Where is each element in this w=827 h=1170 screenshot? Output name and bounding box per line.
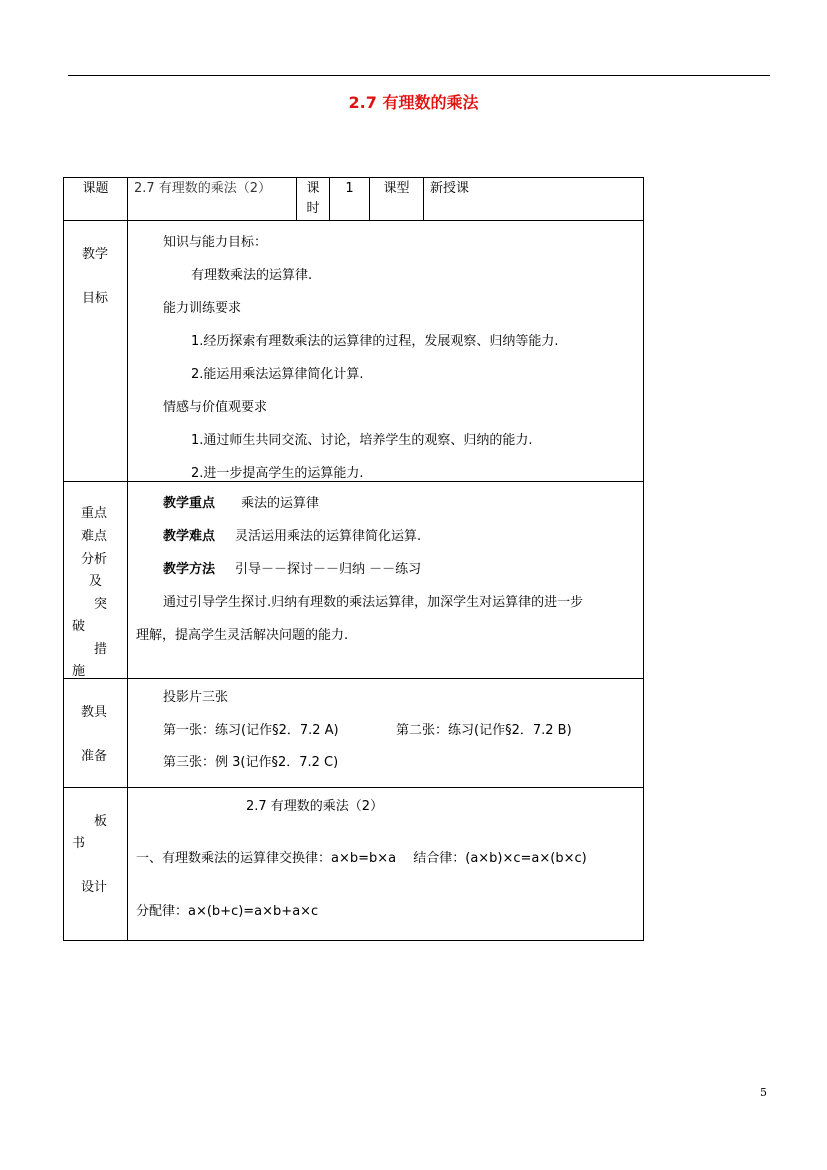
objectives-row: [64, 221, 644, 482]
board-content-cell: [128, 788, 644, 941]
difficulty-label: 教学难点: [163, 529, 216, 544]
tools-line2a: 第一张：练习(记作§2．7.2 A): [163, 723, 339, 738]
objectives-line: 知识与能力目标：: [163, 235, 268, 250]
board-heading: 2.7 有理数的乘法（2）: [246, 799, 384, 814]
objectives-content-cell: [128, 221, 644, 482]
key-points-label-char: 分析: [81, 552, 108, 567]
tools-content-cell: [128, 679, 644, 788]
objectives-label-cell: [64, 221, 128, 482]
lesson-plan-table: [63, 177, 644, 941]
board-row: [64, 788, 644, 941]
focus-text: 乘法的运算律: [241, 496, 320, 511]
key-points-label-char: 及: [89, 574, 103, 589]
page-number: 5: [760, 1086, 767, 1099]
objectives-line: 1.通过师生共同交流、讨论，培养学生的观察、归纳的能力.: [191, 433, 533, 448]
difficulty-text: 灵活运用乘法的运算律简化运算.: [235, 529, 422, 544]
objectives-line: 1.经历探索有理数乘法的运算律的过程，发展观察、归纳等能力.: [191, 334, 559, 349]
key-points-row: [64, 482, 644, 679]
key-points-label-char: 措: [94, 642, 108, 657]
objectives-line: 能力训练要求: [163, 301, 242, 316]
difficulty-line: [163, 525, 421, 544]
board-label-cell: [64, 788, 128, 941]
objectives-label-line2: 目标: [82, 291, 109, 306]
method-line: [163, 558, 421, 577]
tools-line1: 投影片三张: [163, 690, 229, 705]
board-label-line2: 书: [72, 836, 86, 851]
header-row: [64, 178, 644, 221]
key-points-label-char: 突: [94, 597, 108, 612]
method-text: 引导－－探讨－－归纳 －－练习: [235, 562, 422, 577]
objectives-line: 2.进一步提高学生的运算能力.: [191, 466, 364, 481]
objectives-line: 情感与价值观要求: [163, 400, 268, 415]
type-value: 新授课: [430, 181, 470, 196]
tools-label-line1: 教具: [81, 705, 108, 720]
key-points-label-char: 破: [72, 619, 86, 634]
key-points-content-cell: [128, 482, 644, 679]
header-rule: [68, 75, 770, 76]
key-points-label-cell: [64, 482, 128, 679]
tools-row: [64, 679, 644, 788]
objectives-line: 有理数乘法的运算律.: [191, 268, 313, 283]
board-label-line1: 板: [94, 814, 108, 829]
board-label-line3: 设计: [81, 880, 108, 895]
focus-label: 教学重点: [163, 496, 216, 511]
page-title: 2.7 有理数的乘法: [348, 93, 479, 112]
method-label: 教学方法: [163, 562, 216, 577]
hours-value-cell: [330, 178, 370, 221]
key-points-paragraph-line2: 理解，提高学生灵活解决问题的能力.: [136, 628, 349, 643]
board-line2: 分配律：a×(b+c)=a×b+a×c: [136, 904, 319, 919]
hours-label-line2: 时: [306, 201, 320, 216]
key-points-label-char: 施: [72, 664, 86, 679]
key-points-label-char: 重点: [81, 506, 108, 521]
key-points-label-char: 难点: [81, 529, 108, 544]
focus-line: [163, 492, 319, 511]
tools-line3: 第三张：例 3(记作§2．7.2 C): [163, 755, 339, 770]
topic-label-cell: [64, 178, 128, 221]
tools-label-line2: 准备: [81, 749, 108, 764]
topic-value-cell: [128, 178, 297, 221]
tools-label-cell: [64, 679, 128, 788]
board-line1: 一、有理数乘法的运算律交换律：a×b=b×a 结合律：(a×b)×c=a×(b×c): [136, 851, 587, 866]
topic-value: 2.7 有理数的乘法（2）: [134, 181, 272, 196]
key-points-paragraph-line1: 通过引导学生探讨.归纳有理数的乘法运算律，加深学生对运算律的进一步: [163, 595, 584, 610]
hours-label-cell: [297, 178, 330, 221]
objectives-line: 2.能运用乘法运算律简化计算.: [191, 367, 364, 382]
objectives-label-line1: 教学: [82, 247, 109, 262]
type-value-cell: [424, 178, 644, 221]
hours-label-line1: 课: [306, 181, 320, 196]
type-label-cell: [370, 178, 424, 221]
type-label: 课型: [383, 181, 410, 196]
topic-label: 课题: [82, 181, 109, 196]
tools-line2b: 第二张：练习(记作§2．7.2 B): [396, 723, 572, 738]
hours-value: 1: [345, 181, 354, 196]
